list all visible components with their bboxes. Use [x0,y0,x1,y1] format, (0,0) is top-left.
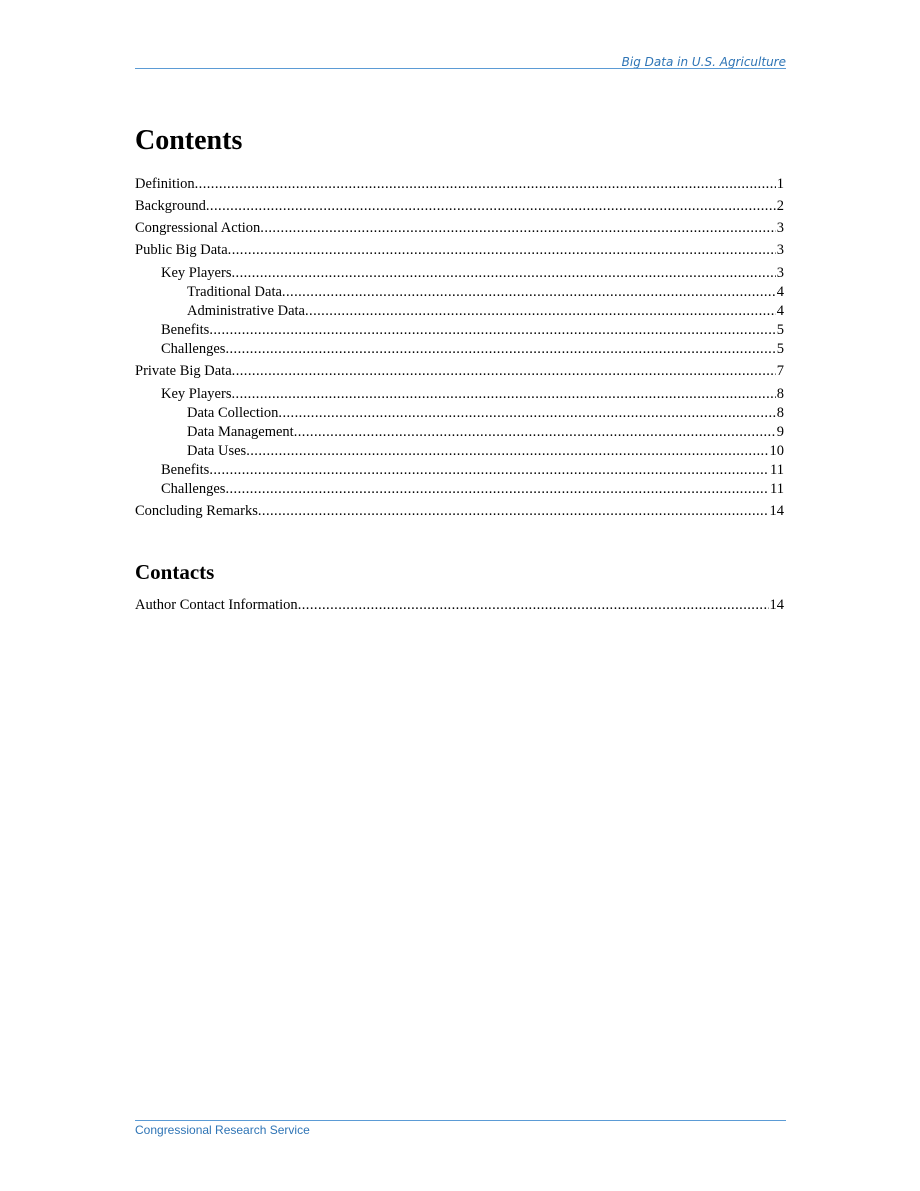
toc-entry-label: Definition [135,176,195,192]
toc-entry-concluding-remarks[interactable] [135,502,784,520]
toc-entry-label: Data Management [187,424,294,440]
toc-entry-page: 10 [769,443,784,459]
toc-entry-private-benefits[interactable] [161,461,784,479]
toc-entry-page: 7 [776,363,784,379]
toc-entry-data-management[interactable] [187,423,784,441]
toc-entry-label: Congressional Action [135,220,261,236]
toc-entry-label: Challenges [161,341,226,357]
toc-entry-public-benefits[interactable] [161,321,784,339]
toc-entry-label: Author Contact Information [135,597,298,613]
toc-entry-background[interactable] [135,197,784,215]
toc-dot-leader [209,321,775,339]
toc-dot-leader [298,596,769,614]
toc-dot-leader [195,175,776,193]
toc-entry-definition[interactable] [135,175,784,193]
toc-entry-page: 4 [776,303,784,319]
contacts-heading: Contacts [135,560,215,584]
toc-entry-label: Background [135,198,206,214]
toc-dot-leader [246,442,768,460]
toc-entry-label: Administrative Data [187,303,305,319]
toc-entry-label: Challenges [161,481,226,497]
toc-entry-page: 11 [770,462,784,478]
toc-entry-page: 2 [776,198,784,214]
toc-dot-leader [305,302,776,320]
toc-entry-page: 3 [776,220,784,236]
running-header-title: Big Data in U.S. Agriculture [621,55,786,69]
toc-dot-leader [228,241,776,259]
toc-entry-label: Data Collection [187,405,279,421]
toc-entry-author-contact-information[interactable] [135,596,784,614]
toc-dot-leader [206,197,776,215]
toc-entry-data-uses[interactable] [187,442,784,460]
toc-entry-private-big-data[interactable] [135,362,784,380]
toc-entry-page: 14 [769,503,784,519]
toc-entry-private-key-players[interactable] [161,385,784,403]
toc-entry-page: 8 [776,386,784,402]
toc-dot-leader [232,362,776,380]
toc-entry-private-challenges[interactable] [161,480,784,498]
toc-entry-label: Key Players [161,386,232,402]
toc-dot-leader [282,283,776,301]
toc-entry-label: Private Big Data [135,363,232,379]
toc-dot-leader [260,219,775,237]
toc-entry-label: Benefits [161,462,210,478]
toc-dot-leader [258,502,769,520]
running-footer-org: Congressional Research Service [135,1123,310,1137]
toc-entry-page: 14 [769,597,784,613]
toc-entry-label: Traditional Data [187,284,282,300]
toc-entry-page: 11 [770,481,784,497]
toc-entry-page: 3 [776,265,784,281]
toc-dot-leader [209,461,769,479]
toc-entry-label: Benefits [161,322,210,338]
toc-entry-label: Public Big Data [135,242,228,258]
toc-entry-label: Key Players [161,265,232,281]
toc-entry-page: 4 [776,284,784,300]
toc-dot-leader [231,385,775,403]
toc-entry-label: Data Uses [187,443,247,459]
toc-entry-data-collection[interactable] [187,404,784,422]
toc-entry-public-big-data[interactable] [135,241,784,259]
toc-entry-page: 1 [776,176,784,192]
toc-entry-label: Concluding Remarks [135,503,258,519]
toc-entry-administrative-data[interactable] [187,302,784,320]
toc-entry-page: 5 [776,341,784,357]
toc-dot-leader [225,340,775,358]
footer-divider [135,1120,786,1121]
toc-entry-page: 8 [776,405,784,421]
toc-dot-leader [225,480,769,498]
toc-dot-leader [294,423,776,441]
toc-entry-congressional-action[interactable] [135,219,784,237]
toc-entry-page: 5 [776,322,784,338]
header-divider [135,68,786,69]
toc-entry-traditional-data[interactable] [187,283,784,301]
toc-entry-page: 9 [776,424,784,440]
toc-dot-leader [278,404,775,422]
toc-entry-public-challenges[interactable] [161,340,784,358]
toc-entry-public-key-players[interactable] [161,264,784,282]
toc-dot-leader [231,264,775,282]
toc-entry-page: 3 [776,242,784,258]
contents-heading: Contents [135,125,243,156]
